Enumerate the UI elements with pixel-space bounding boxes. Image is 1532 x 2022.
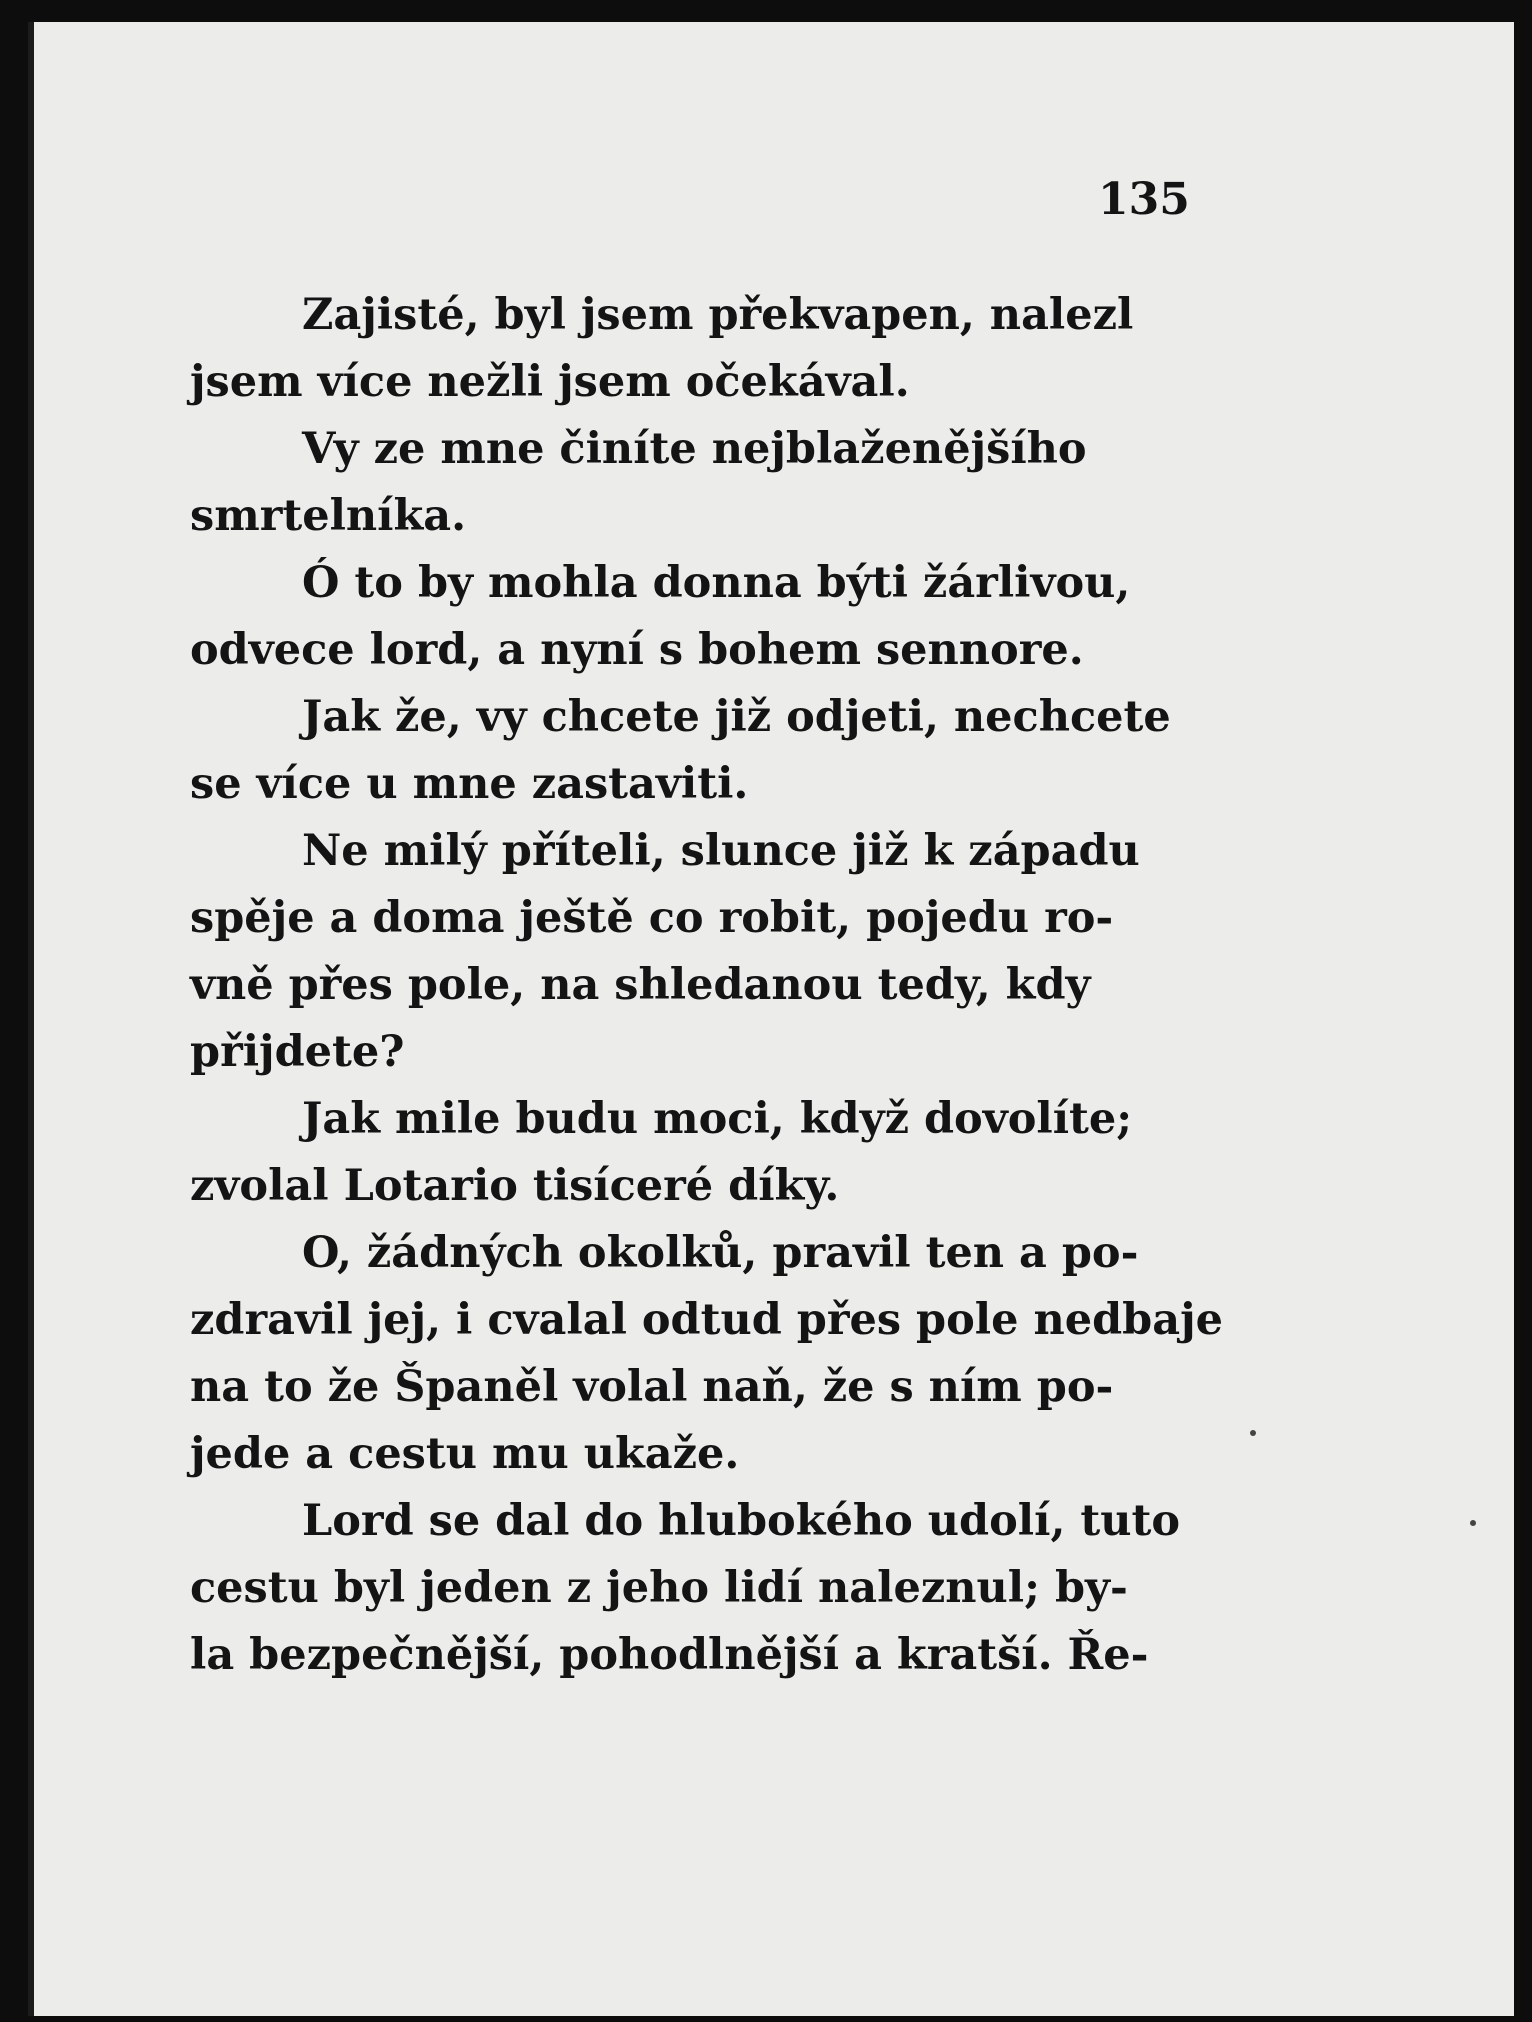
text-line: Vy ze mne činíte nejblaženějšího [302,424,1087,474]
text-line: odvece lord, a nyní s bohem sennore. [190,625,1084,675]
text-line: jsem více nežli jsem očekával. [190,357,910,407]
text-line: zvolal Lotario tisíceré díky. [190,1161,840,1211]
text-line: Jak mile budu moci, když dovolíte; [302,1094,1133,1144]
text-line: jede a cestu mu ukaže. [190,1429,740,1479]
body-text [190,282,1223,1689]
paragraph [190,1220,1223,1488]
paragraph [190,818,1188,1086]
paragraph [190,550,1188,684]
edge-speck [1470,1520,1476,1526]
paragraph [190,416,1188,550]
text-line: přijdete? [190,1027,405,1077]
text-line: Lord se dal do hlubokého udolí, tuto [302,1496,1181,1546]
paragraph [190,1086,1188,1220]
paragraph [190,1488,1188,1689]
text-line: na to že Španěl volal naň, že s ním po- [190,1362,1114,1412]
paragraph [190,684,1188,818]
text-line: cestu byl jeden z jeho lidí naleznul; by- [190,1563,1128,1613]
text-line: zdravil jej, i cvalal odtud přes pole nedbaje [190,1295,1223,1345]
text-line: se více u mne zastaviti. [190,759,749,809]
text-line: vně přes pole, na shledanou tedy, kdy [190,960,1091,1010]
paragraph [190,282,1188,416]
text-line: Jak že, vy chcete již odjeti, nechcete [302,692,1171,742]
text-line: spěje a doma ještě co robit, pojedu ro- [190,893,1114,943]
text-line: Zajisté, byl jsem překvapen, nalezl [302,290,1134,340]
text-line: O, žádných okolků, pravil ten a po- [302,1228,1139,1278]
edge-speck [1250,1430,1256,1436]
text-line: smrtelníka. [190,491,467,541]
page-number: 135 [1098,174,1190,225]
text-line: la bezpečnější, pohodlnější a kratší. Ře- [190,1630,1149,1680]
text-line: Ne milý příteli, slunce již k západu [302,826,1140,876]
text-line: Ó to by mohla donna býti žárlivou, [302,558,1131,608]
